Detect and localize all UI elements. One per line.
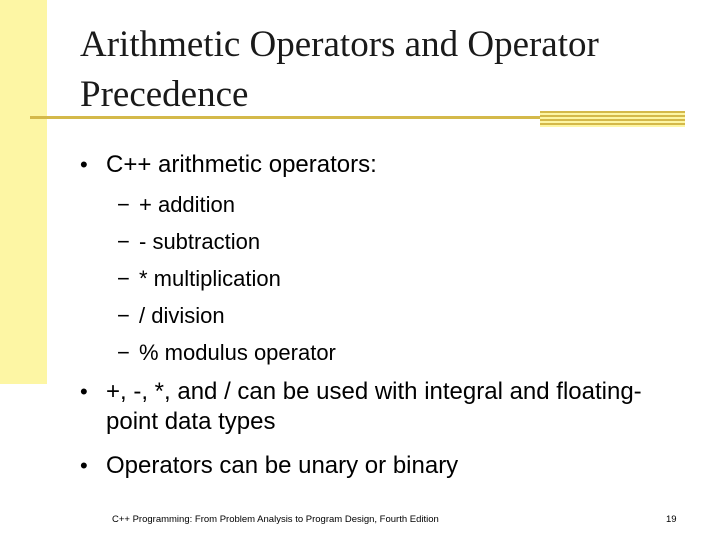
sub-bullet-item xyxy=(117,340,336,366)
bullet-marker: • xyxy=(80,152,88,177)
dash-marker: − xyxy=(117,192,130,217)
bullet-marker: • xyxy=(80,453,88,478)
left-accent-band xyxy=(0,0,47,384)
dash-marker: − xyxy=(117,340,130,365)
slide-footer: C++ Programming: From Problem Analysis to Program Design, Fourth Edition xyxy=(112,514,439,525)
sub-bullet-text: % modulus operator xyxy=(139,340,336,365)
page-number: 19 xyxy=(666,514,677,525)
dash-marker: − xyxy=(117,229,130,254)
bullet-item xyxy=(80,150,666,180)
slide-title: Arithmetic Operators and Operator Precedence xyxy=(80,24,599,115)
bullet-text: +, -, *, and / can be used with integral and floating-point data types xyxy=(106,378,642,435)
bullet-marker: • xyxy=(80,379,88,404)
title-rule-accent xyxy=(540,111,685,127)
sub-bullet-item xyxy=(117,192,235,218)
bullet-item xyxy=(80,451,666,481)
sub-bullet-item xyxy=(117,266,281,292)
sub-bullet-text: + addition xyxy=(139,192,236,217)
bullet-text: Operators can be unary or binary xyxy=(106,452,459,479)
dash-marker: − xyxy=(117,266,130,291)
sub-bullet-item xyxy=(117,303,225,329)
sub-bullet-text: - subtraction xyxy=(139,229,261,254)
dash-marker: − xyxy=(117,303,130,328)
bullet-item xyxy=(80,377,666,437)
bullet-text: C++ arithmetic operators: xyxy=(106,151,377,178)
sub-bullet-item xyxy=(117,229,260,255)
sub-bullet-text: * multiplication xyxy=(139,266,281,291)
sub-bullet-text: / division xyxy=(139,303,225,328)
